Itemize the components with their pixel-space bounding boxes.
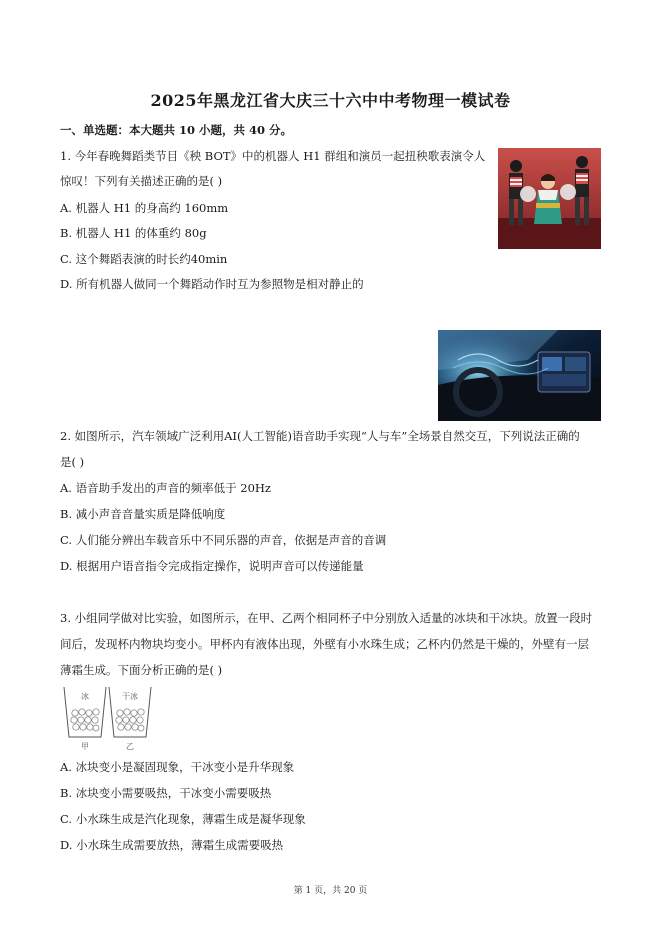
cup2-name: 乙 [126, 742, 134, 751]
q3-stem-line2: 间后，发现杯内物块均变小。甲杯内有液体出现，外壁有小水珠生成；乙杯内仍然是干燥的，外壁有一层 [60, 637, 589, 651]
q1-stem-line2: 惊叹！下列有关描述正确的是( ) [60, 174, 223, 188]
q1-option-c: C. 这个舞蹈表演的时长约40min [60, 252, 228, 266]
page-footer: 第 1 页，共 20 页 [293, 886, 368, 896]
cup1-label: 冰 [81, 692, 89, 701]
cup1-name: 甲 [81, 742, 89, 751]
robot-dance-photo [498, 148, 601, 249]
q3-stem-line1: 3. 小组同学做对比实验，如图所示，在甲、乙两个相同杯子中分别放入适量的冰块和干冰块。放置一段时 [60, 611, 593, 625]
q2-option-d: D. 根据用户语音指令完成指定操作，说明声音可以传递能量 [60, 559, 364, 573]
q2-option-c: C. 人们能分辨出车载音乐中不同乐器的声音，依据是声音的音调 [60, 533, 387, 547]
q3-option-c: C. 小水珠生成是汽化现象，薄霜生成是凝华现象 [60, 812, 306, 826]
q3-option-d: D. 小水珠生成需要放热，薄霜生成需要吸热 [60, 838, 284, 852]
q2-stem-line1: 2. 如图所示，汽车领域广泛利用AI(人工智能)语音助手实现“人与车”全场景自然交互，下列说法正确的 [60, 429, 580, 443]
q1-option-b: B. 机器人 H1 的体重约 80g [60, 226, 207, 240]
car-dashboard-photo [438, 330, 601, 421]
q1-option-d: D. 所有机器人做同一个舞蹈动作时互为参照物是相对静止的 [60, 277, 364, 291]
q3-option-a: A. 冰块变小是凝固现象，干冰变小是升华现象 [60, 760, 295, 774]
q1-option-a: A. 机器人 H1 的身高约 160mm [60, 201, 229, 215]
section-heading: 一、单选题：本大题共 10 小题，共 40 分。 [60, 123, 293, 137]
q3-option-b: B. 冰块变小需要吸热，干冰变小需要吸热 [60, 786, 272, 800]
q2-stem-line2: 是( ) [60, 455, 85, 469]
q3-stem-line3: 薄霜生成。下面分析正确的是( ) [60, 663, 223, 677]
page-title: 2025年黑龙江省大庆三十六中中考物理一模试卷 [150, 91, 511, 110]
cup2-label: 干冰 [122, 692, 138, 701]
cups-diagram [60, 685, 154, 752]
q2-option-a: A. 语音助手发出的声音的频率低于 20Hz [60, 481, 271, 495]
q1-stem-line1: 1. 今年春晚舞蹈类节目《秧 BOT》中的机器人 H1 群组和演员一起扭秧歌表演令人 [60, 149, 486, 163]
q2-option-b: B. 减小声音音量实质是降低响度 [60, 507, 226, 521]
